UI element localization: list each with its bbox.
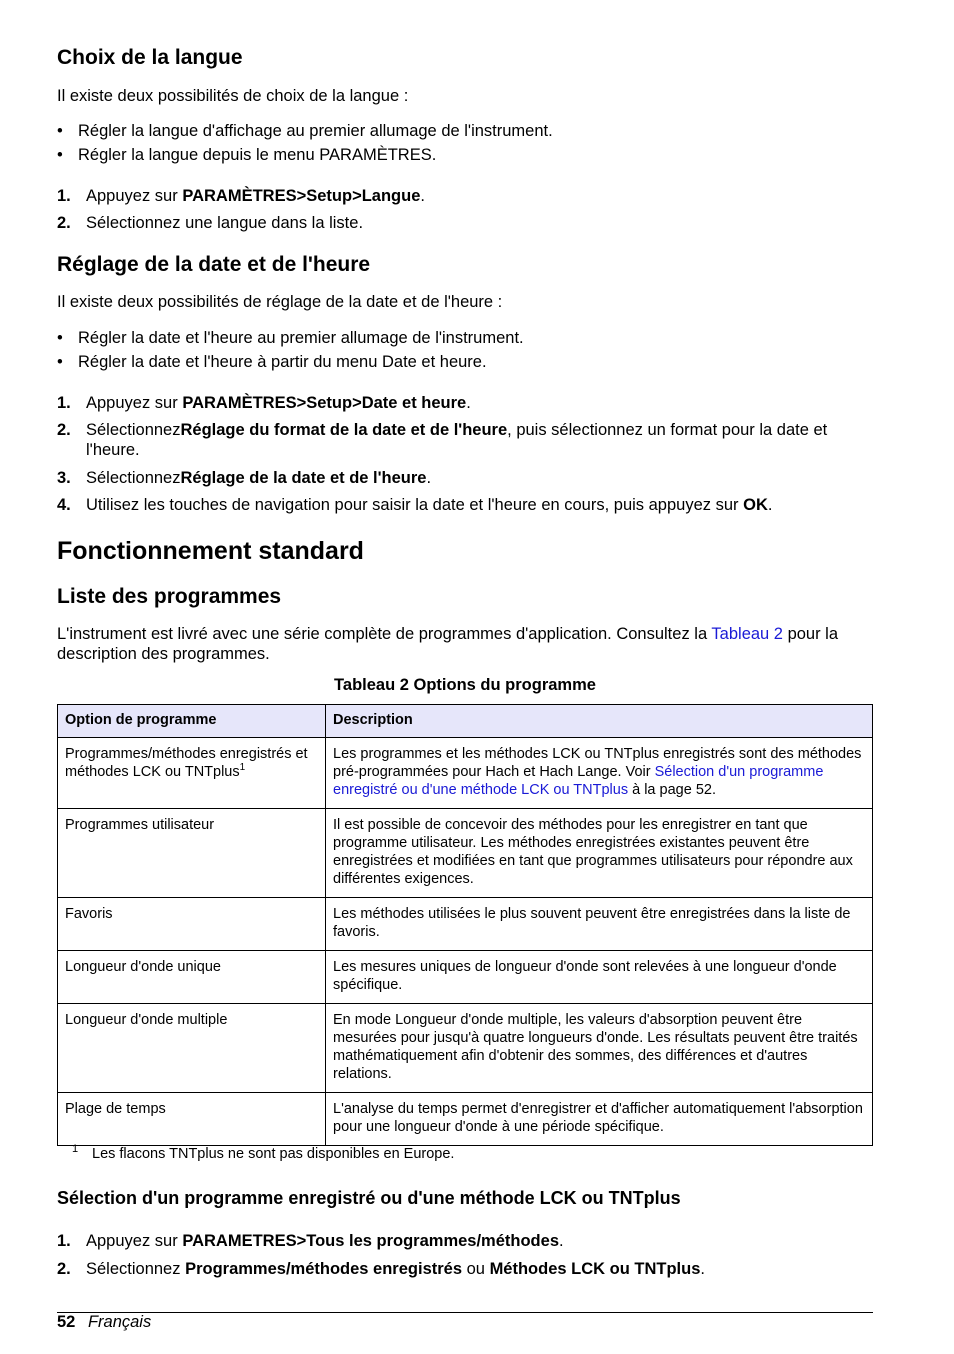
table-caption: Tableau 2 Options du programme: [334, 676, 596, 694]
footer-rule: [57, 1312, 873, 1313]
heading-select-program: Sélection d'un programme enregistré ou d'une méthode LCK ou TNTplus: [57, 1188, 681, 1208]
table-row: [58, 951, 873, 1004]
bullet-dot: •: [57, 122, 63, 140]
select-step-1: 1. Appuyez sur PARAMETRES>Tous les programmes/méthodes.: [57, 1232, 564, 1250]
page-number: 52: [57, 1313, 76, 1331]
header-description: Description: [326, 705, 873, 738]
row-description: Les méthodes utilisées le plus souvent peuvent être enregistrées dans la liste de favoris.: [326, 898, 873, 951]
language-step-1: 1. Appuyez sur PARAMÈTRES>Setup>Langue.: [57, 187, 425, 205]
footnote-text: Les flacons TNTplus ne sont pas disponibles en Europe.: [92, 1146, 455, 1162]
row-description: L'analyse du temps permet d'enregistrer et d'afficher automatiquement l'absorption pour une longueur d'onde à une période spécifique.: [326, 1093, 873, 1146]
datetime-step-1: 1. Appuyez sur PARAMÈTRES>Setup>Date et heure.: [57, 394, 471, 412]
row-description: Les programmes et les méthodes LCK ou TNTplus enregistrés sont des méthodes pré-programmées pour Hach et Hach Lange. Voir Sélection d'un programme enregistré ou d'une méthode LCK ou TNTplus à la page 52.: [326, 738, 873, 809]
table-row: [58, 809, 873, 898]
chapter-title: Fonctionnement standard: [57, 537, 364, 565]
row-option: Programmes/méthodes enregistrés et méthodes LCK ou TNTplus$^1$: [58, 738, 326, 809]
language-intro: Il existe deux possibilités de choix de la langue :: [57, 87, 409, 105]
heading-datetime: Réglage de la date et de l'heure: [57, 253, 371, 276]
table-row: [58, 1004, 873, 1093]
select-program-link[interactable]: Sélection d'un programme enregistré ou d'une méthode LCK ou TNTplus: [333, 764, 824, 798]
bullet-dot: •: [57, 329, 63, 347]
footer: [57, 1313, 151, 1332]
table-row: [58, 1093, 873, 1146]
row-description: Les mesures uniques de longueur d'onde sont relevées à une longueur d'onde spécifique.: [326, 951, 873, 1004]
footer-language: Français: [87, 1313, 152, 1331]
table-header-row: [58, 705, 873, 738]
row-option: Plage de temps: [58, 1093, 326, 1146]
footnote-ref: 1: [239, 762, 246, 774]
row-option: Longueur d'onde multiple: [58, 1004, 326, 1093]
table-row: [58, 898, 873, 951]
row-option: Programmes utilisateur: [58, 809, 326, 898]
datetime-intro: Il existe deux possibilités de réglage de la date et de l'heure :: [57, 293, 503, 311]
datetime-step-2: 2. SélectionnezRéglage du format de la date et de l'heure, puis sélectionnez un format pour la date et l'heure.: [57, 421, 828, 459]
footnote-mark: 1: [72, 1143, 79, 1155]
programs-intro: L'instrument est livré avec une série complète de programmes d'application. Consultez la Tableau 2 pour la description des programmes.: [57, 625, 839, 663]
datetime-step-4: 4. Utilisez les touches de navigation pour saisir la date et l'heure en cours, puis appuyez sur OK.: [57, 496, 773, 514]
select-step-2: 2. Sélectionnez Programmes/méthodes enregistrés ou Méthodes LCK ou TNTplus.: [57, 1260, 705, 1278]
row-option: Longueur d'onde unique: [58, 951, 326, 1004]
program-options-table: [57, 704, 873, 1146]
row-description: Il est possible de concevoir des méthodes pour les enregistrer en tant que programme utilisateur. Les méthodes enregistrées existantes peuvent être enregistrées et modifiées en tant que programmes utilisateurs pour répondre aux différentes exigences.: [326, 809, 873, 898]
bullet-dot: •: [57, 353, 63, 371]
row-option: Favoris: [58, 898, 326, 951]
header-option: Option de programme: [58, 705, 326, 738]
table-2-link[interactable]: Tableau 2: [711, 625, 783, 643]
row-description: En mode Longueur d'onde multiple, les valeurs d'absorption peuvent être mesurées pour jusqu'à quatre longueurs d'onde. Les résultats peuvent être traités mathématiquement afin d'obtenir des sommes, des différences et d'autres relations.: [326, 1004, 873, 1093]
heading-programs: Liste des programmes: [57, 585, 282, 608]
table-row: [58, 738, 873, 809]
language-step-2: 2. Sélectionnez une langue dans la liste.: [57, 214, 364, 232]
bullet-dot: •: [57, 146, 63, 164]
heading-language: Choix de la langue: [57, 46, 243, 69]
datetime-step-3: 3. SélectionnezRéglage de la date et de l'heure.: [57, 469, 432, 487]
